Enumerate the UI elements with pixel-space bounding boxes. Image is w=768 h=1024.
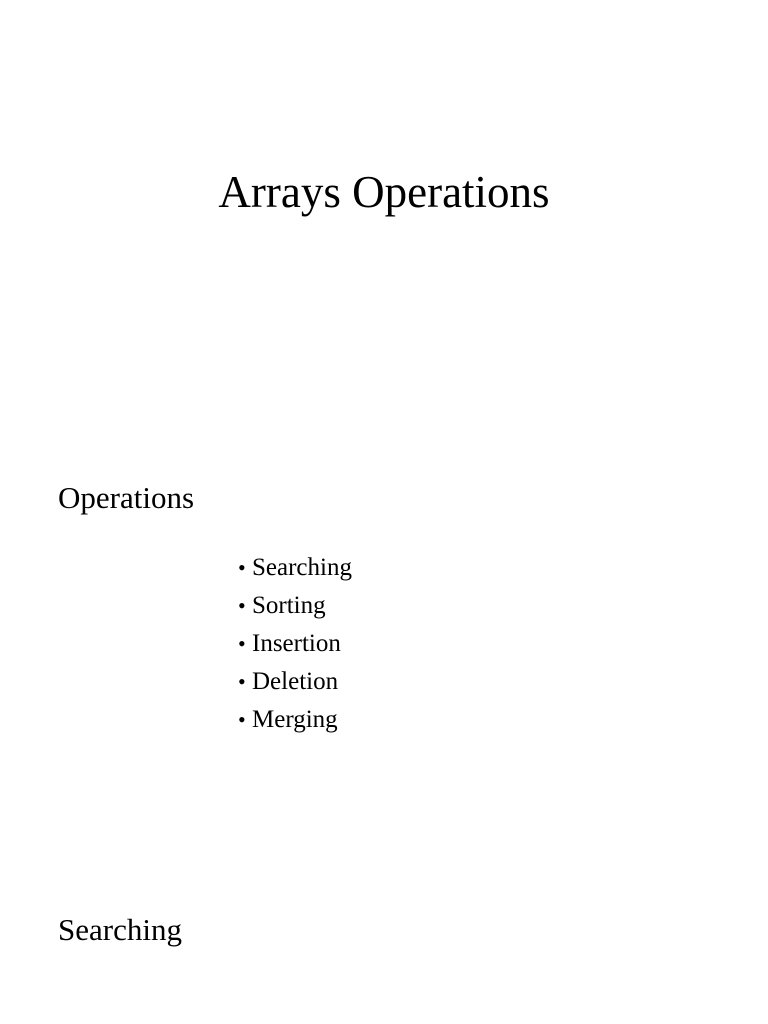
- list-item: [238, 701, 352, 739]
- list-item-label: Insertion: [252, 630, 341, 657]
- bullet-icon: •: [238, 669, 246, 694]
- bullet-icon: •: [238, 555, 246, 580]
- operations-heading: Operations: [58, 480, 195, 515]
- list-item: [238, 549, 352, 587]
- bullet-icon: •: [238, 707, 246, 732]
- list-item-label: Sorting: [252, 592, 326, 619]
- searching-heading: Searching: [58, 912, 182, 947]
- list-item-label: Deletion: [252, 668, 339, 695]
- list-item: [238, 587, 352, 625]
- operations-list: [238, 549, 352, 739]
- list-item: [238, 663, 352, 701]
- slide-title: Arrays Operations: [218, 167, 550, 217]
- bullet-icon: •: [238, 631, 246, 656]
- list-item: [238, 625, 352, 663]
- list-item-label: Searching: [252, 554, 352, 581]
- bullet-icon: •: [238, 593, 246, 618]
- list-item-label: Merging: [252, 706, 338, 733]
